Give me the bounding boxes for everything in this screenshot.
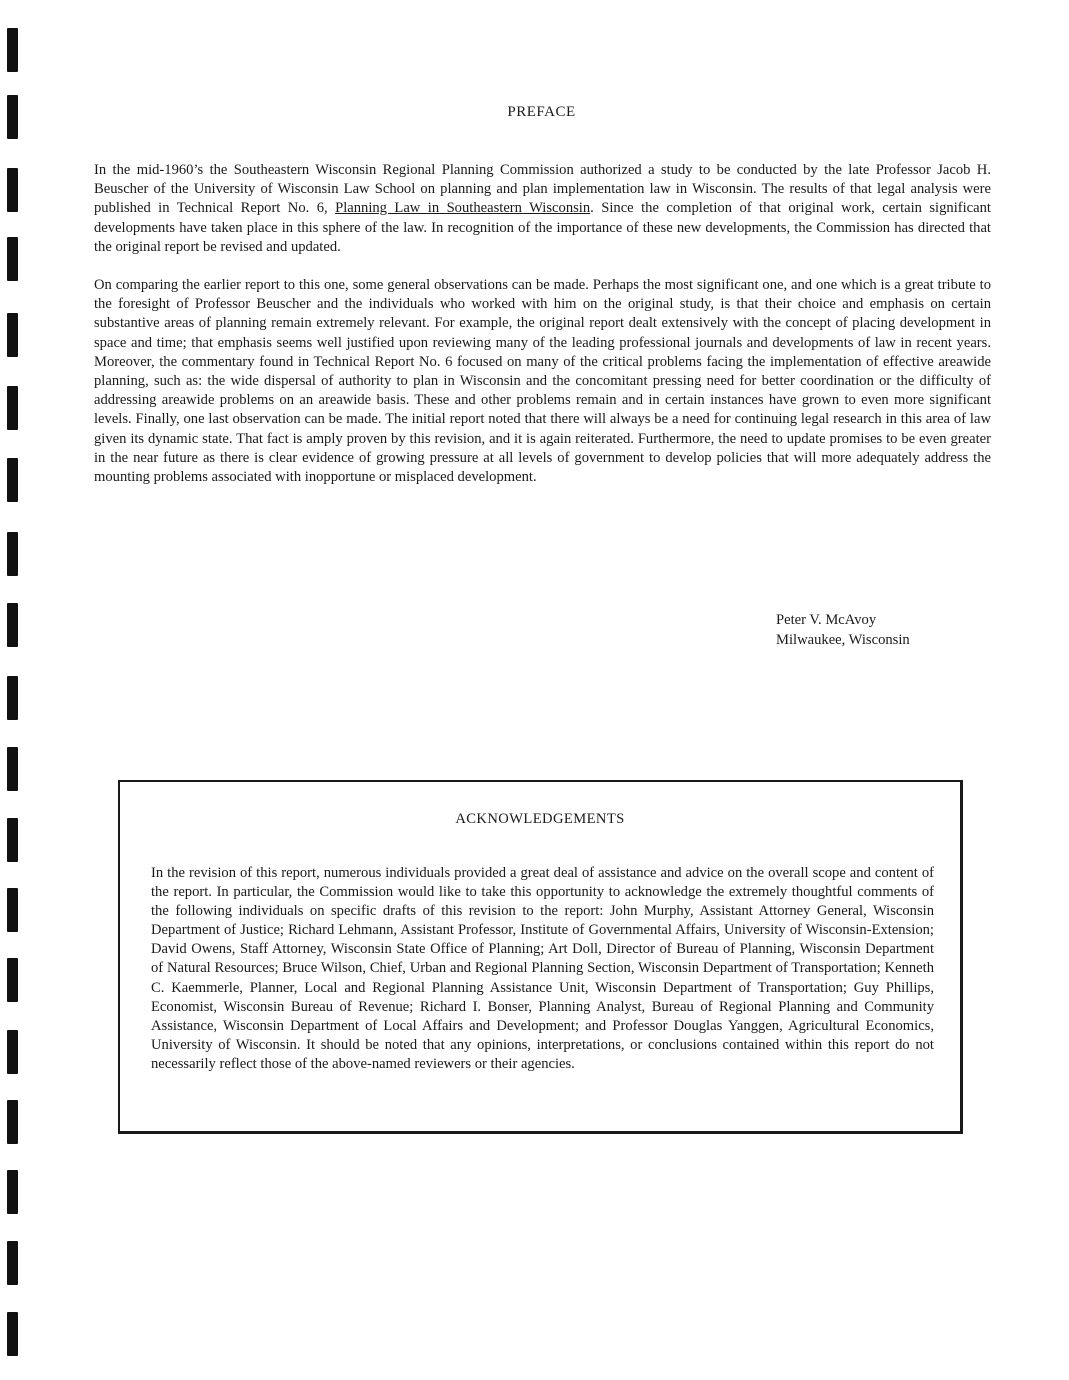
preface-paragraph-1-text: In the mid-1960’s the Southeastern Wisconsin Regional Planning Commission authorized a study to be conducted by the late Professor Jacob H. Beuscher of the University of Wisconsin Law School on planning and plan implementation law in Wisconsin. The results of that legal analysis were published in Technical Report No. 6,: [94, 162, 991, 217]
preface-paragraph-1: [94, 161, 991, 257]
acknowledgements-box: [118, 780, 963, 1134]
binding-hole: [7, 237, 18, 281]
preface-body: [94, 161, 991, 506]
preface-paragraph-2: On comparing the earlier report to this one, some general observations can be made. Perhaps the most significant one, and one which is a great tribute to the foresight of Professor Beuscher and the individuals who worked with him on the original study, is that their choice and emphasis on certain substantive areas of planning remain extremely relevant. For example, the original report dealt extensively with the concept of placing development in space and time; that emphasis seems well justified upon reviewing many of the leading professional journals and developments of law in recent years. Moreover, the commentary found in Technical Report No. 6 focused on many of the critical problems facing the implementation of effective areawide planning, such as: the wide dispersal of authority to plan in Wisconsin and the concomitant pressing need for better coordination or the difficulty of addressing areawide problems on an areawide basis. These and other problems remain and in certain instances have grown to even more significant levels. Finally, one last observation can be made. The initial report noted that there will always be a need for continuing legal research in this area of law given its dynamic state. That fact is amply proven by this revision, and it is again reiterated. Furthermore, the need to update promises to be even greater in the near future as there is clear evidence of growing pressure at all levels of government to develop policies that will more adequately address the mounting problems associated with inopportune or misplaced development.: [94, 277, 991, 486]
binding-hole: [7, 958, 18, 1002]
binding-hole: [7, 313, 18, 357]
binding-hole: [7, 603, 18, 647]
binding-hole: [7, 386, 18, 430]
acknowledgements-title: ACKNOWLEDGEMENTS: [455, 811, 625, 827]
acknowledgements-body: In the revision of this report, numerous individuals provided a great deal of assistance and advice on the overall scope and content of the report. In particular, the Commission would like to take this opportunity to acknowledge the extremely thoughtful comments of the following individuals on specific drafts of this revision to the report: John Murphy, Assistant Attorney General, Wisconsin Department of Justice; Richard Lehmann, Assistant Professor, Institute of Governmental Affairs, University of Wisconsin-Extension; David Owens, Staff Attorney, Wisconsin State Office of Planning; Art Doll, Director of Bureau of Planning, Wisconsin Department of Natural Resources; Bruce Wilson, Chief, Urban and Regional Planning Section, Wisconsin Department of Transportation; Kenneth C. Kaemmerle, Planner, Local and Regional Planning Assistance Unit, Wisconsin Department of Transportation; Guy Phillips, Economist, Wisconsin Bureau of Revenue; Richard I. Bonser, Planning Analyst, Bureau of Regional Planning and Community Assistance, Wisconsin Department of Local Affairs and Development; and Professor Douglas Yanggen, Agricultural Economics, University of Wisconsin. It should be noted that any opinions, interpretations, or conclusions contained within this report do not necessarily reflect those of the above-named reviewers or their agencies.: [151, 865, 934, 1072]
binding-holes: [7, 0, 19, 1380]
binding-hole: [7, 1100, 18, 1144]
report-title: Planning Law in Southeastern Wisconsin: [335, 200, 591, 217]
binding-hole: [7, 532, 18, 576]
binding-hole: [7, 1170, 18, 1214]
author-name: Peter V. McAvoy: [776, 612, 877, 628]
binding-hole: [7, 1241, 18, 1285]
author-location: Milwaukee, Wisconsin: [776, 631, 910, 648]
preface-title: PREFACE: [507, 104, 576, 120]
binding-hole: [7, 168, 18, 212]
binding-hole: [7, 888, 18, 932]
binding-hole: [7, 1312, 18, 1356]
signature-block: [776, 611, 910, 650]
binding-hole: [7, 818, 18, 862]
binding-hole: [7, 28, 18, 72]
binding-hole: [7, 458, 18, 502]
preface-paragraph-1-continued: . Since the completion of that original work, certain significant developments have taken place in this sphere of the law. In recognition of the importance of these new developments, the Commission has directed that the original report be revised and updated.: [94, 200, 991, 255]
binding-hole: [7, 676, 18, 720]
binding-hole: [7, 747, 18, 791]
binding-hole: [7, 1030, 18, 1074]
